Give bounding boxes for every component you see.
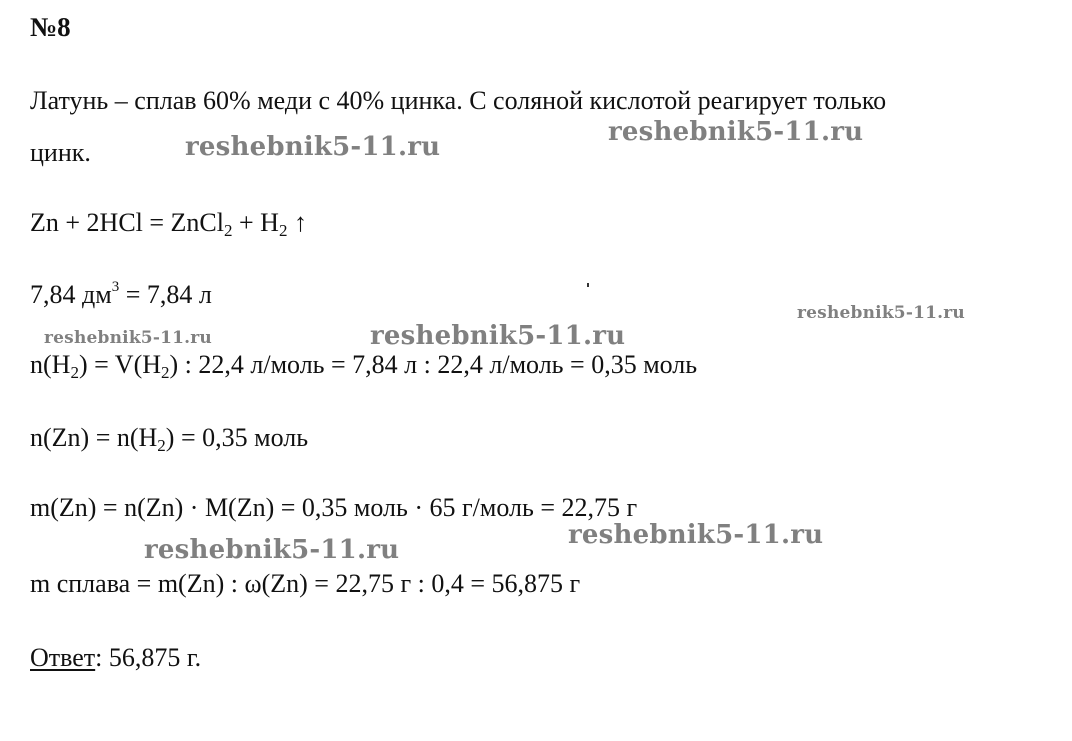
volume-conversion (30, 279, 212, 309)
answer-label: Ответ (30, 643, 96, 672)
intro-line-2: цинк. (30, 138, 91, 167)
watermark: reshebnik5-11.ru (44, 328, 212, 348)
moles-zn-sub1: 2 (157, 436, 166, 455)
volume-after: = 7,84 л (119, 280, 212, 309)
moles-h2-sub2: 2 (161, 363, 170, 382)
equation-h-subscript: 2 (278, 221, 288, 240)
intro-line-1: Латунь – сплав 60% меди с 40% цинка. С соляной кислотой реагирует только (30, 86, 887, 115)
moles-h2-part1: n(H (30, 350, 71, 379)
moles-zn-part1: n(Zn) = n(H (30, 423, 158, 452)
moles-h2-formula (30, 350, 698, 382)
moles-h2-sub1: 2 (70, 363, 79, 382)
mass-zn-formula: m(Zn) = n(Zn) · M(Zn) = 0,35 моль · 65 г/моль = 22,75 г (30, 493, 638, 522)
volume-superscript: 3 (111, 279, 120, 295)
arrow-up-icon: ↑ (287, 208, 307, 237)
moles-zn-part2: ) = 0,35 моль (165, 423, 309, 452)
answer-line (30, 645, 201, 671)
watermark: reshebnik5-11.ru (797, 303, 965, 323)
moles-h2-part3: ) : 22,4 л/моль = 7,84 л : 22,4 л/моль = 0,35 моль (169, 350, 698, 379)
watermark: reshebnik5-11.ru (185, 132, 441, 162)
watermark: reshebnik5-11.ru (568, 520, 824, 550)
mass-alloy-formula: m сплава = m(Zn) : ω(Zn) = 22,75 г : 0,4 = 56,875 г (30, 569, 581, 598)
equation-left: Zn + 2HCl = ZnCl (30, 208, 224, 237)
equation-cl-subscript: 2 (224, 221, 233, 240)
answer-value: : 56,875 г. (95, 643, 202, 672)
volume-before: 7,84 дм (30, 280, 112, 309)
moles-h2-part2: ) = V(H (78, 350, 161, 379)
watermark: reshebnik5-11.ru (608, 117, 864, 147)
watermark: reshebnik5-11.ru (144, 535, 400, 565)
moles-zn-formula (30, 423, 309, 455)
problem-number: №8 (30, 12, 71, 42)
stray-mark (587, 283, 589, 287)
equation-mid: + H (232, 208, 279, 237)
watermark: reshebnik5-11.ru (370, 321, 626, 351)
reaction-equation (30, 208, 307, 240)
